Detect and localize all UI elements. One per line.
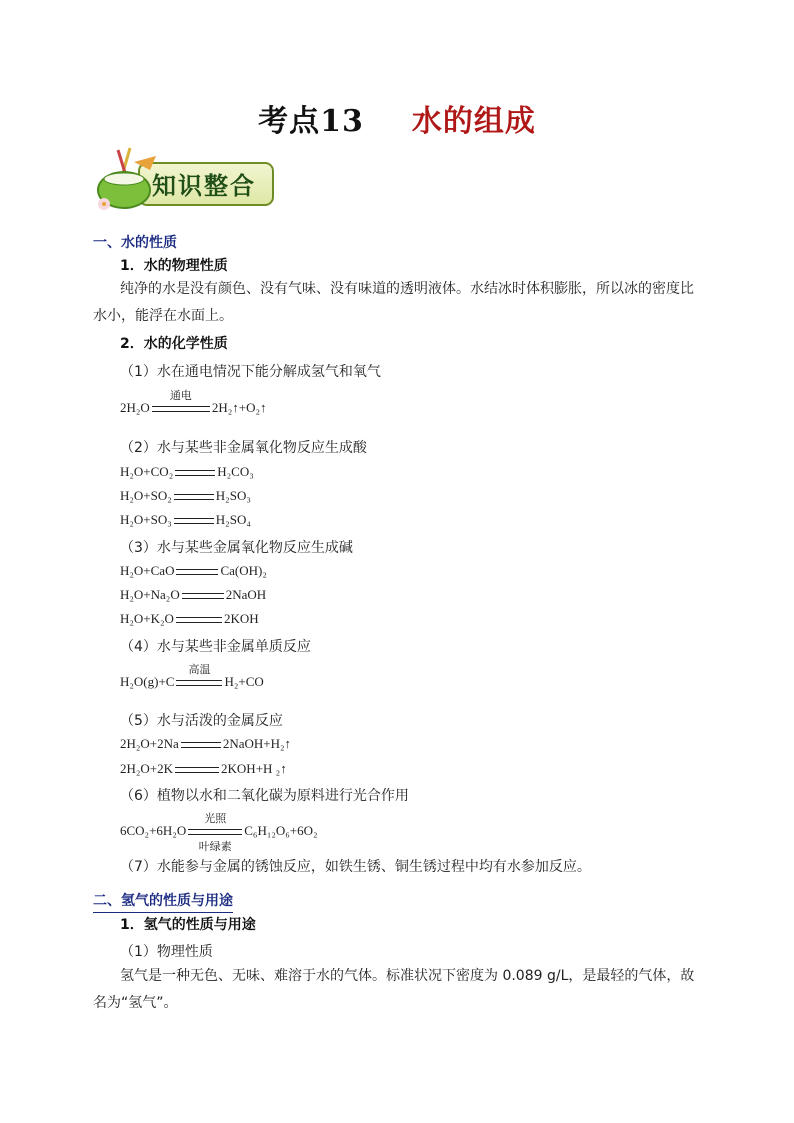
equation-so2 [120, 488, 251, 504]
equation-left: 2H₂O+2Na [120, 736, 179, 751]
equation-co2 [120, 464, 254, 480]
list-item-nonmetal-elements: （4）水与某些非金属单质反应 [120, 639, 311, 655]
equation-left: H₂O+CaO [120, 563, 175, 578]
equation-left: H₂O(g)+C [120, 674, 175, 689]
equation-right: 2KOH+H ₂↑ [221, 761, 287, 776]
equation-right: 2NaOH+H₂↑ [222, 736, 291, 751]
title-topic-name: 水的组成 [411, 104, 536, 139]
equation-right: H₂SO₄ [215, 512, 251, 527]
equation-electrolysis [120, 389, 267, 416]
equation-cao [120, 563, 267, 579]
equation-water-gas [120, 663, 264, 690]
equation-right: 2KOH [223, 611, 259, 626]
equation-left: 2H₂O [120, 400, 150, 415]
equation-left: H₂O+Na₂O [120, 587, 180, 602]
equation-right: Ca(OH)₂ [220, 563, 267, 578]
section-heading-hydrogen: 二、氢气的性质与用途 [93, 890, 233, 913]
equation-left: H₂O+CO₂ [120, 464, 174, 479]
equation-condition-bottom: 叶绿素 [198, 840, 232, 854]
subheading-chemical-properties: 2．水的化学性质 [120, 336, 228, 352]
equation-k2o [120, 611, 259, 627]
list-item-photosynthesis: （6）植物以水和二氧化碳为原料进行光合作用 [120, 788, 409, 804]
equation-right: C₆H₁₂O₆+6O₂ [244, 823, 318, 838]
subheading-hydrogen-properties: 1．氢气的性质与用途 [120, 917, 256, 933]
paragraph-hydrogen-physical: 氢气是一种无色、无味、难溶于水的气体。标准状况下密度为 0.089 g/L，是最轻的气体，故名为“氢气”。 [93, 968, 695, 1011]
equation-k [120, 761, 287, 777]
paragraph-physical-properties: 纯净的水是没有颜色、没有气味、没有味道的透明液体。水结冰时体积膨胀，所以冰的密度比水小，能浮在水面上。 [93, 281, 694, 324]
subheading-physical-properties: 1．水的物理性质 [120, 258, 228, 274]
equation-condition-top: 光照 [204, 812, 227, 826]
list-item-nonmetal-oxides: （2）水与某些非金属氧化物反应生成酸 [120, 440, 367, 456]
equation-left: 6CO₂+6H₂O [120, 823, 187, 838]
list-item-physical: （1）物理性质 [120, 944, 213, 960]
page-title [0, 96, 794, 140]
equation-condition: 高温 [188, 663, 211, 677]
equation-left: 2H₂O+2K [120, 761, 174, 776]
title-topic-number: 考点13 [258, 104, 364, 139]
list-item-active-metals: （5）水与活泼的金属反应 [120, 713, 283, 729]
equation-right: H₂+CO [224, 674, 264, 689]
equation-right: 2NaOH [225, 587, 267, 602]
equation-na [120, 736, 291, 752]
list-item-metal-oxides: （3）水与某些金属氧化物反应生成碱 [120, 540, 353, 556]
equation-right: H₂SO₃ [215, 488, 251, 503]
equation-so3 [120, 512, 251, 528]
equation-photosynthesis [120, 812, 318, 854]
equation-left: H₂O+SO₃ [120, 512, 172, 527]
equation-left: H₂O+K₂O [120, 611, 174, 626]
list-item-electrolysis: （1）水在通电情况下能分解成氢气和氧气 [120, 364, 381, 380]
equation-condition: 通电 [169, 389, 192, 403]
list-item-corrosion: （7）水能参与金属的锈蚀反应，如铁生锈、铜生锈过程中均有水参加反应。 [120, 859, 591, 875]
knowledge-badge [92, 146, 278, 212]
equation-left: H₂O+SO₂ [120, 488, 172, 503]
badge-label: 知识整合 [152, 172, 256, 200]
section-heading-water-properties: 一、水的性质 [93, 235, 177, 251]
equation-right: 2H₂↑+O₂↑ [211, 400, 267, 415]
equation-na2o [120, 587, 266, 603]
equation-right: H₂CO₃ [217, 464, 254, 479]
